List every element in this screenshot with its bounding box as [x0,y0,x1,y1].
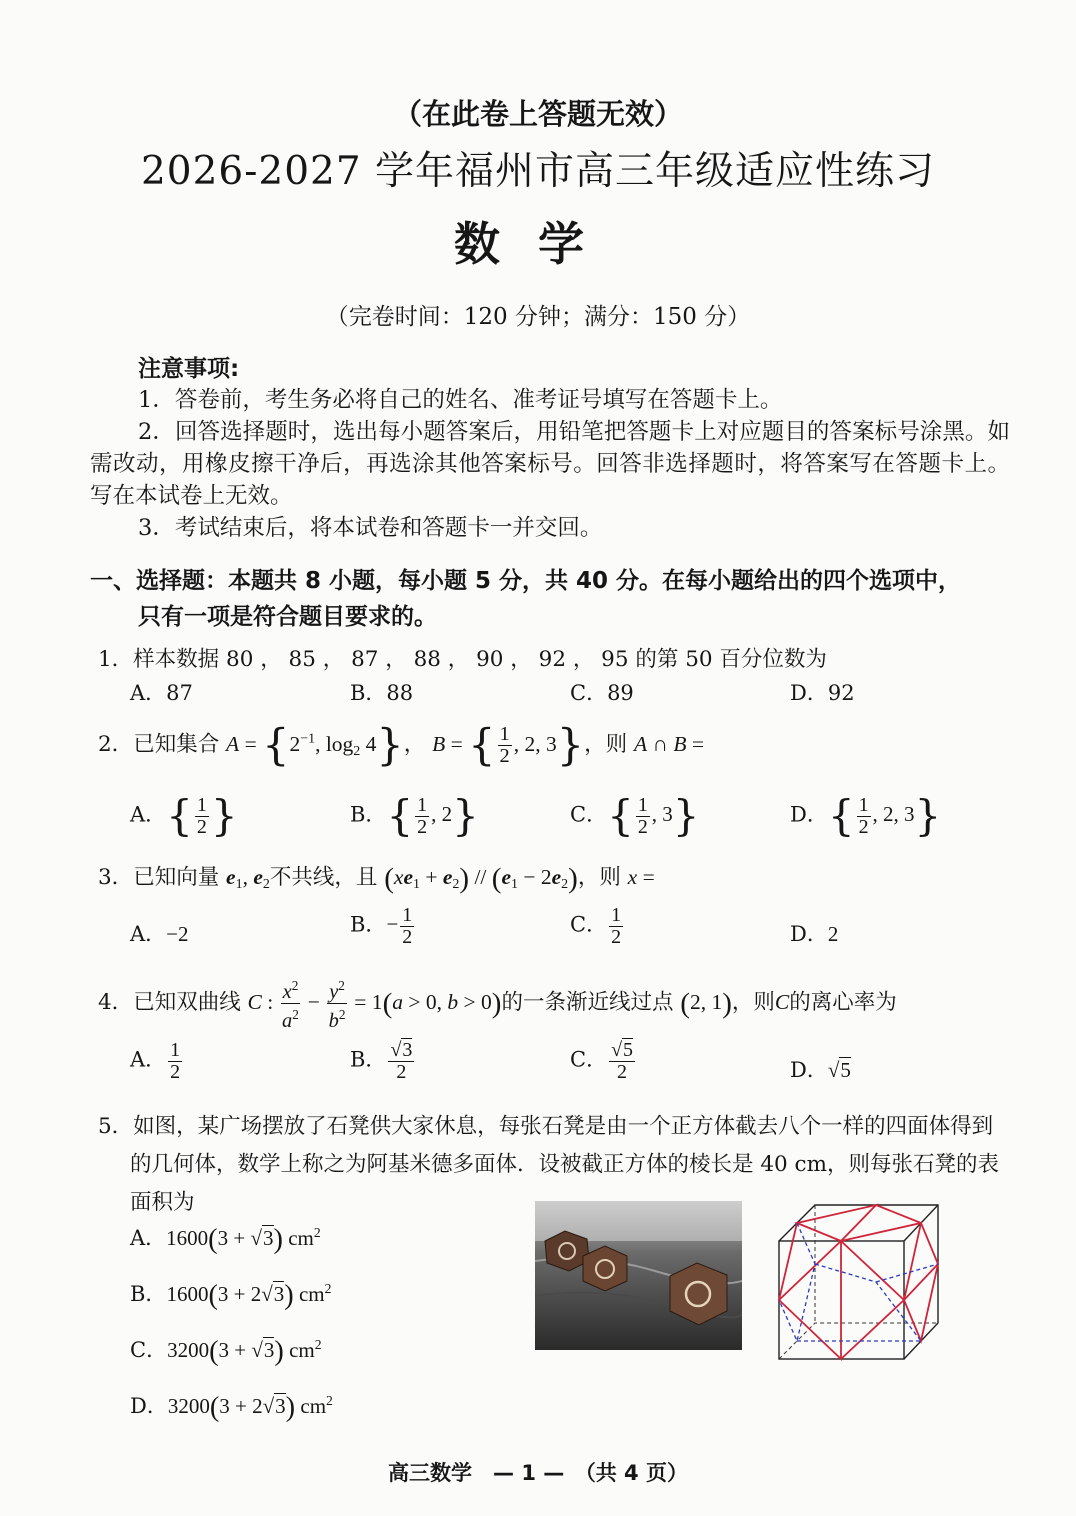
q5-option-a: A．1600(3 + √3) $cm^2$ [130,1224,321,1256]
part1-heading: 一、选择题：本题共 8 小题，每小题 5 分，共 40 分。在每小题给出的四个选项中， 只有一项是符合题目要求的。 [90,568,962,630]
q4-option-c: C． $\frac{√5}{2}$ [570,1039,633,1083]
q4-option-b: B． $\frac{√3}{2}$ [350,1039,413,1083]
q4-option-a: A． $\frac{1}{2}$ [130,1039,181,1083]
q1-option-c: C．89 [570,681,634,705]
question-1-stem: 1．样本数据 80 ， 85 ， 87 ， 88 ， 90 ， 92 ， 95 的第 50 百分位数为 [98,647,827,672]
q5-option-b: B．1600(3 + 2√3) $cm^2$ [130,1280,332,1312]
q3-option-a: A．−2 [130,922,189,946]
q3-option-c: C． $\frac{1}{2}$ [570,904,622,948]
page-footer: 高三数学 — 1 — （共 4 页） [388,1461,688,1485]
q5-option-d: D．3200(3 + 2√3) $cm^2$ [130,1392,333,1424]
q3-option-d: D．2 [790,922,839,946]
q4-option-d: D．√5 [790,1058,851,1082]
q2-option-b: B．{ $\frac{1}{2}$ , 2} [350,791,479,841]
exam-title: 2026-2027 学年福州市高三年级适应性练习 [140,149,936,194]
q1-option-b: B．88 [350,681,414,705]
instructions-heading: 注意事项: [138,356,240,382]
stone-stool-photo [535,1201,742,1350]
subject-title: 数学 [454,217,622,271]
question-5-stem: 5．如图，某广场摆放了石凳供大家休息，每张石凳是由一个正方体截去八个一样的四面体得到 的几何体，数学上称之为阿基米德多面体．设被截正方体的棱长是 40 cm，则每张石凳的表 面积为 [98,1114,999,1215]
instruction-item: 3．考试结束后，将本试卷和答题卡一并交回。 [138,515,603,541]
q5-option-c: C．3200(3 + √3) $cm^2$ [130,1336,322,1368]
question-3-stem: 3．已知向量 $e_1$, $e_2$不共线，且 $(xe_1 + e_2) // (e_1 - 2e_2)$，则 x = [98,862,655,895]
invalid-answer-notice: （在此卷上答题无效） [392,97,683,131]
q3-option-b: B．− $\frac{1}{2}$ [350,904,413,948]
cuboctahedron-diagram [775,1199,947,1361]
instruction-item: 1．答卷前，考生务必将自己的姓名、准考证号填写在答题卡上。 [138,387,783,413]
instruction-item: 2．回答选择题时，选出每小题答案后，用铅笔把答题卡上对应题目的答案标号涂黑。如需改动，用橡皮擦干净后，再选涂其他答案标号。回答非选择题时，将答案写在答题卡上。写在本试卷上无效。 [90,419,1010,509]
q1-option-a: A．87 [130,681,193,705]
time-info: （完卷时间：120 分钟；满分：150 分） [325,304,751,330]
q2-option-d: D．{ $\frac{1}{2}$ , 2, 3} [790,791,942,841]
question-2-stem: 2．已知集合 $A = \{2^{-1}$, $\log_2 4$}， B = { $\frac{1}{2}$ , 2, 3}，则 A ∩ B = [98,720,705,771]
q2-option-c: C．{ $\frac{1}{2}$ , 3} [570,791,700,841]
q1-option-d: D．92 [790,681,855,705]
instructions-block [90,384,1010,544]
q2-option-a: A．{ $\frac{1}{2}$ } [130,791,238,841]
question-4-stem: 4．已知双曲线 C : $\frac{x^2}{a^2}$ − $\frac{y^2}{b^2}$ = 1(a > 0, b > 0)的一条渐近线过点 (2, 1)，则C的离心率为 [98,975,897,1033]
